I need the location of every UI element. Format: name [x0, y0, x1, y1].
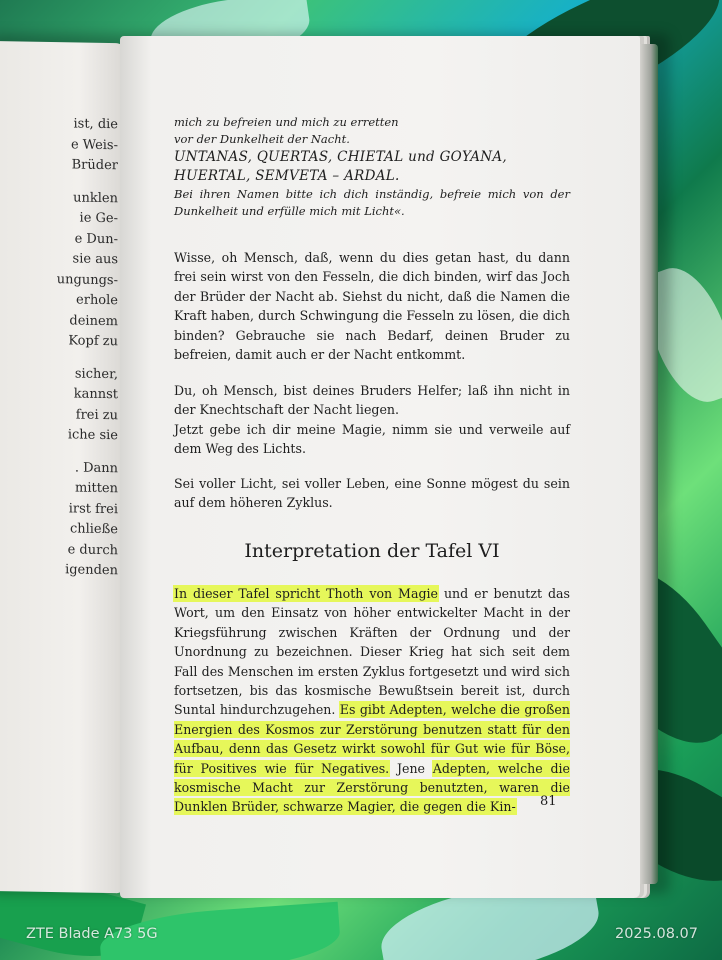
- left-page-fragment: Brüder: [71, 157, 118, 174]
- left-page-fragment: unklen: [73, 189, 118, 206]
- left-page-fragment: ist, die: [73, 116, 118, 133]
- camera-watermark-device: ZTE Blade A73 5G: [26, 926, 158, 942]
- left-page-fragment: deinem: [69, 312, 118, 329]
- left-page-fragment: chließe: [69, 521, 118, 538]
- left-page-fragment: frei zu: [75, 406, 118, 423]
- left-page-fragment: . Dann: [74, 459, 118, 476]
- left-page-fragment: mitten: [75, 480, 118, 497]
- highlighted-text: Adepten, welche die kosmische Macht zur Zerstörung benutzten, waren die Dunklen Brüder, schwarze Magier, die gegen die Kin-: [174, 760, 570, 815]
- plain-text: und er benutzt das Wort, um den Einsatz von höher entwickelter Macht in der Kriegsführung zwischen Kräften der Ordnung und der Unordnung zu bezeichnen. Dieser Krieg hat sich seit dem Fall des Menschen im ersten Zyklus fortgesetzt und wird sich fortsetzen, bis das kosmische Bewußtsein bereit ist, durch Suntal hindurchzugehen.: [174, 586, 570, 718]
- prayer-block: [174, 114, 570, 220]
- left-page-fragment: Kopf zu: [68, 333, 118, 350]
- left-page-fragment: irst frei: [68, 500, 118, 517]
- page-edges: [640, 44, 658, 884]
- camera-watermark-date: 2025.08.07: [614, 926, 698, 942]
- paragraph: Wisse, oh Mensch, daß, wenn du dies getan hast, du dann frei sein wirst von den Fesseln, die dich binden, wirf das Joch der Brüder der Nacht ab. Siehst du nicht, daß die Namen die Kraft haben, durch Schwingung die Fesseln zu lösen, die dich binden? Gebrauche sie nach Bedarf, deinen Bruder zu befreien, damit auch er der Nacht entkommt.: [174, 250, 570, 363]
- body-paragraph: [174, 248, 570, 364]
- page-number: 81: [540, 794, 557, 809]
- left-page-fragment: e durch: [67, 541, 118, 558]
- left-page-fragment: sicher,: [74, 365, 118, 382]
- paragraph: Sei voller Licht, sei voller Leben, eine Sonne mögest du sein auf dem höheren Zyklus.: [174, 476, 570, 511]
- names-line: HUERTAL, SEMVETA – ARDAL.: [174, 168, 400, 184]
- left-page-fragment: igenden: [65, 562, 118, 579]
- left-page-fragment: e Dun-: [74, 230, 118, 247]
- left-page-fragment: ie Ge-: [79, 210, 118, 227]
- highlighted-text: Es gibt Adepten, welche die großen Energien des Kosmos zur Zerstörung benutzen statt für den Aufbau, denn das Gesetz wirkt sowohl für Gut wie für Böse, für Positives wie für Negatives.: [174, 702, 570, 776]
- left-page-fragment: kannst: [73, 386, 118, 403]
- paragraph: Jetzt gebe ich dir meine Magie, nimm sie und verweile auf dem Weg des Lichts.: [174, 421, 570, 457]
- body-paragraph: [174, 381, 570, 459]
- left-page-fragment: sie aus: [72, 251, 118, 268]
- left-page-fragment: e Weis-: [70, 136, 118, 153]
- interpretation-paragraph: [174, 584, 570, 817]
- paragraph: Du, oh Mensch, bist deines Bruders Helfer; laß ihn nicht in der Knechtschaft der Nacht liegen.: [174, 383, 570, 418]
- left-page: [0, 41, 126, 894]
- left-page-fragment: ungungs-: [56, 271, 118, 288]
- plain-text: Jene: [389, 760, 433, 776]
- section-heading: Interpretation der Tafel VI: [244, 540, 500, 562]
- left-page-fragment: erhole: [76, 292, 118, 309]
- prayer-end: Bei ihren Namen bitte ich dich inständig, befreie mich von der Dunkelheit und erfülle mich mit Licht«.: [174, 187, 570, 218]
- names-line: UNTANAS, QUERTAS, CHIETAL und GOYANA,: [174, 149, 508, 165]
- highlighted-text: In dieser Tafel spricht Thoth von Magie: [174, 586, 439, 601]
- prayer-line: mich zu befreien und mich zu erretten: [174, 115, 399, 129]
- prayer-line: vor der Dunkelheit der Nacht.: [174, 132, 350, 146]
- left-page-fragment: iche sie: [67, 427, 118, 444]
- body-paragraph: [174, 474, 570, 513]
